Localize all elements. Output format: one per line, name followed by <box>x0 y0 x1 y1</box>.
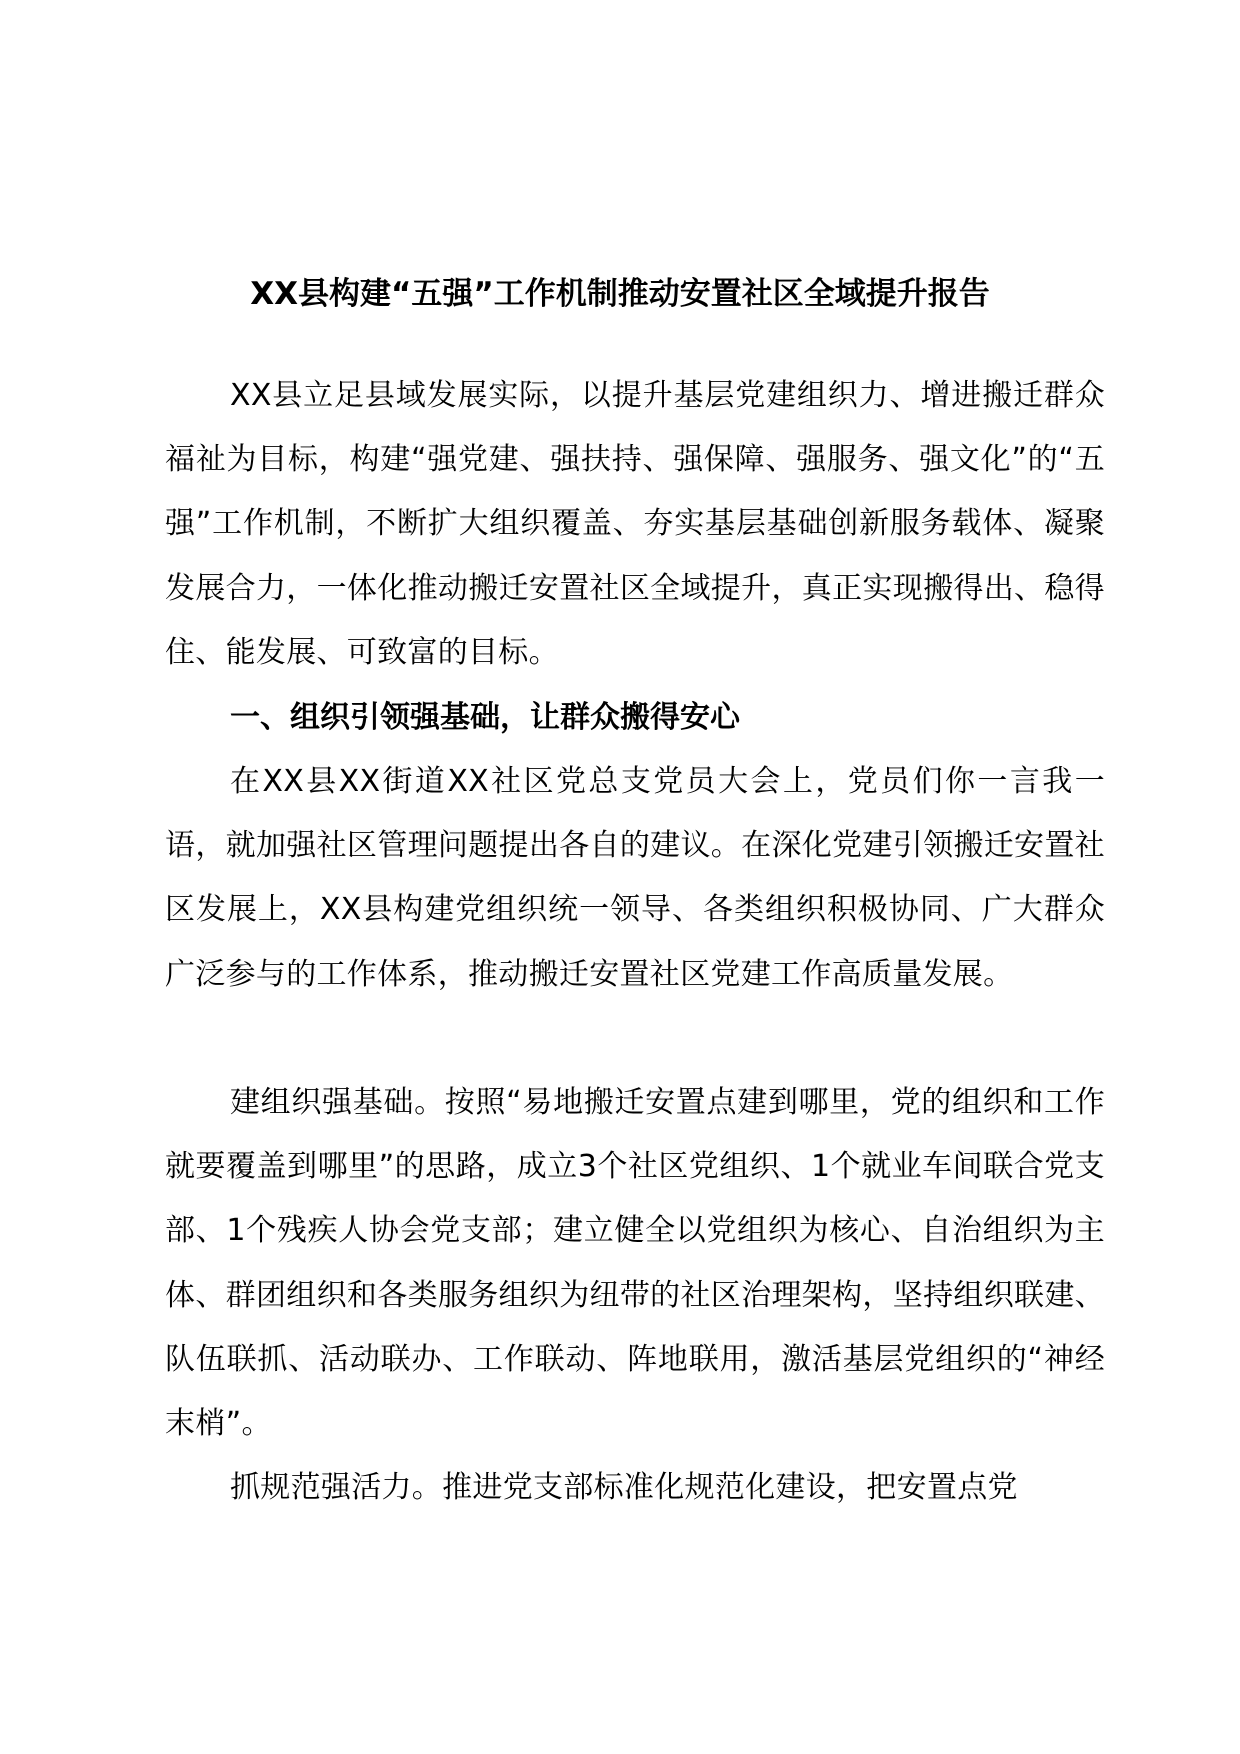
section1-paragraph-3: 抓规范强活力。推进党支部标准化规范化建设，把安置点党 <box>230 1470 1018 1505</box>
section1-paragraph-1: 在XX县XX街道XX社区党总支党员大会上，党员们你一言我一语，就加强社区管理问题提出各自的建议。在深化党建引领搬迁安置社区发展上，XX县构建党组织统一领导、各类组织积极协同、广大群众广泛参与的工作体系，推动搬迁安置社区党建工作高质量发展。 <box>165 764 1105 992</box>
document-title: XX县构建“五强”工作机制推动安置社区全域提升报告 <box>250 276 990 312</box>
section1-paragraph-2: 建组织强基础。按照“易地搬迁安置点建到哪里，党的组织和工作就要覆盖到哪里”的思路，成立3个社区党组织、1个就业车间联合党支部、1个残疾人协会党支部；建立健全以党组织为核心、自治组织为主体、群团组织和各类服务组织为纽带的社区治理架构，坚持组织联建、队伍联抓、活动联办、工作联动、阵地联用，激活基层党组织的“神经末梢”。 <box>165 1085 1105 1442</box>
section-heading-1: 一、组织引领强基础，让群众搬得安心 <box>230 700 740 735</box>
intro-paragraph: XX县立足县域发展实际，以提升基层党建组织力、增进搬迁群众福祉为目标，构建“强党建、强扶持、强保障、强服务、强文化”的“五强”工作机制，不断扩大组织覆盖、夯实基层基础创新服务载体、凝聚发展合力，一体化推动搬迁安置社区全域提升，真正实现搬得出、稳得住、能发展、可致富的目标。 <box>165 378 1105 670</box>
